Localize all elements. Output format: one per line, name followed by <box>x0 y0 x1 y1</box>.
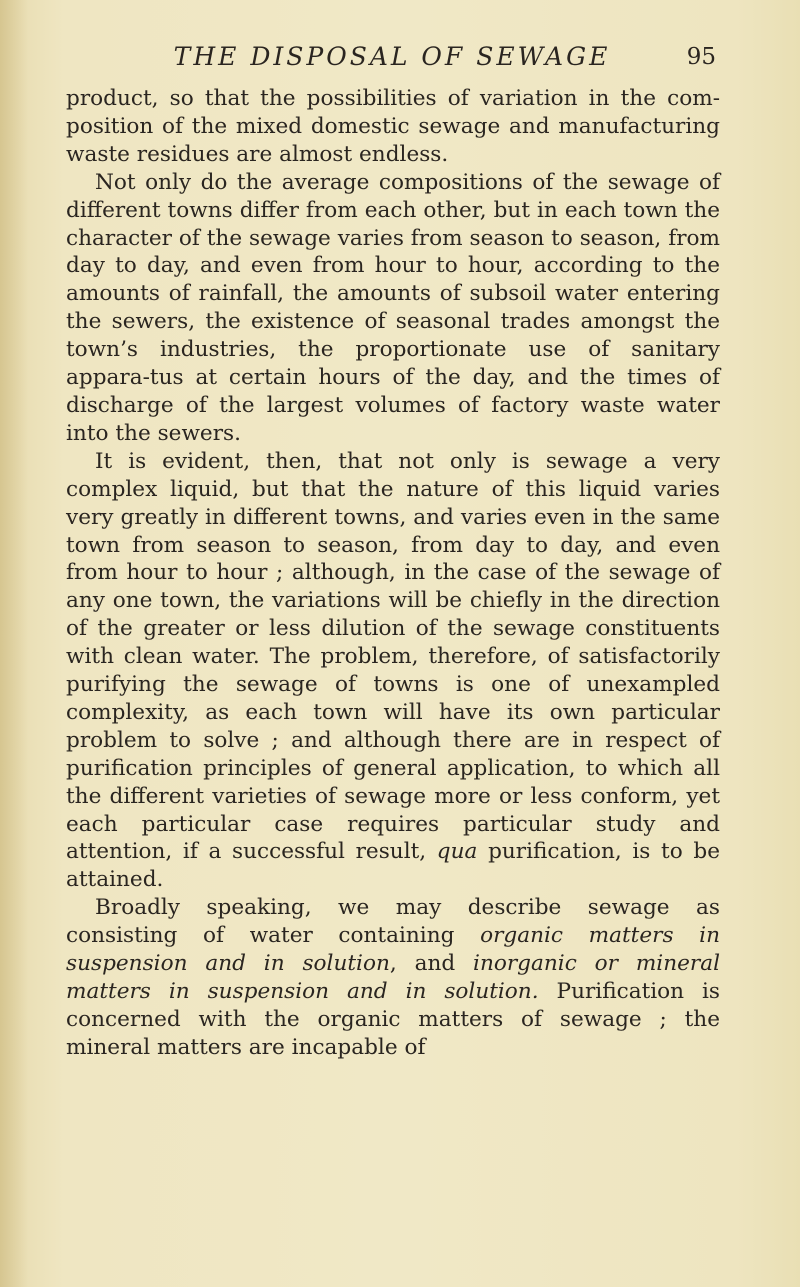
running-title: THE DISPOSAL OF SEWAGE <box>173 42 611 71</box>
text-run: product, so that the possibilities of variation in the com-position of the mixed domestic sewage and manufacturing waste residues are almost endless. <box>66 86 720 167</box>
binding-edge-shadow <box>0 0 28 1287</box>
text-run: Broadly speaking, we may describe sewage as consisting of water containing <box>66 895 720 949</box>
page-number: 95 <box>686 44 716 70</box>
paragraph <box>66 448 720 895</box>
italic-text-run: inorganic or mineral matters in suspension and in solution. <box>66 951 720 1004</box>
text-run: It is evident, then, that not only is sewage a very complex liquid, but that the nature of this liquid varies very greatly in different towns, and varies even in the same town from season to season, from day to day, and even from hour to hour ; although, in the case of the sewage of any one town, the variations will be chiefly in the direction of the greater or less dilution of the sewage constituents with clean water. The problem, therefore, of satisfactorily purifying the sewage of towns is one of unexampled complexity, as each town will have its own particular problem to solve ; and although there are in respect of purification principles of general application, to which all the different varieties of sewage more or less conform, yet each particular case requires particular study and attention, if a successful result, <box>66 448 720 865</box>
paragraph <box>66 169 720 448</box>
text-run: Purification is concerned with the organic matters of sewage ; the mineral matters are incapable of <box>66 979 721 1060</box>
body-text <box>66 85 720 1062</box>
text-run: Not only do the average compositions of the sewage of different towns differ from each other, but in each town the character of the sewage varies from season to season, from day to day, and even from hour to hour, according to the amounts of rainfall, the amounts of subsoil water entering the sewers, the existence of seasonal trades amongst the town’s industries, the proportionate use of sanitary appara-tus at certain hours of the day, and the times of discharge of the largest volumes of factory waste water into the sewers. <box>66 169 720 446</box>
page-header <box>68 42 716 76</box>
italic-text-run: organic matters in suspension and in solution <box>66 923 720 977</box>
text-run: purification, is to be attained. <box>66 839 720 893</box>
text-run: , and <box>389 951 474 977</box>
italic-text-run: qua <box>436 839 478 865</box>
paragraph <box>66 85 720 169</box>
paragraph <box>66 894 720 1061</box>
